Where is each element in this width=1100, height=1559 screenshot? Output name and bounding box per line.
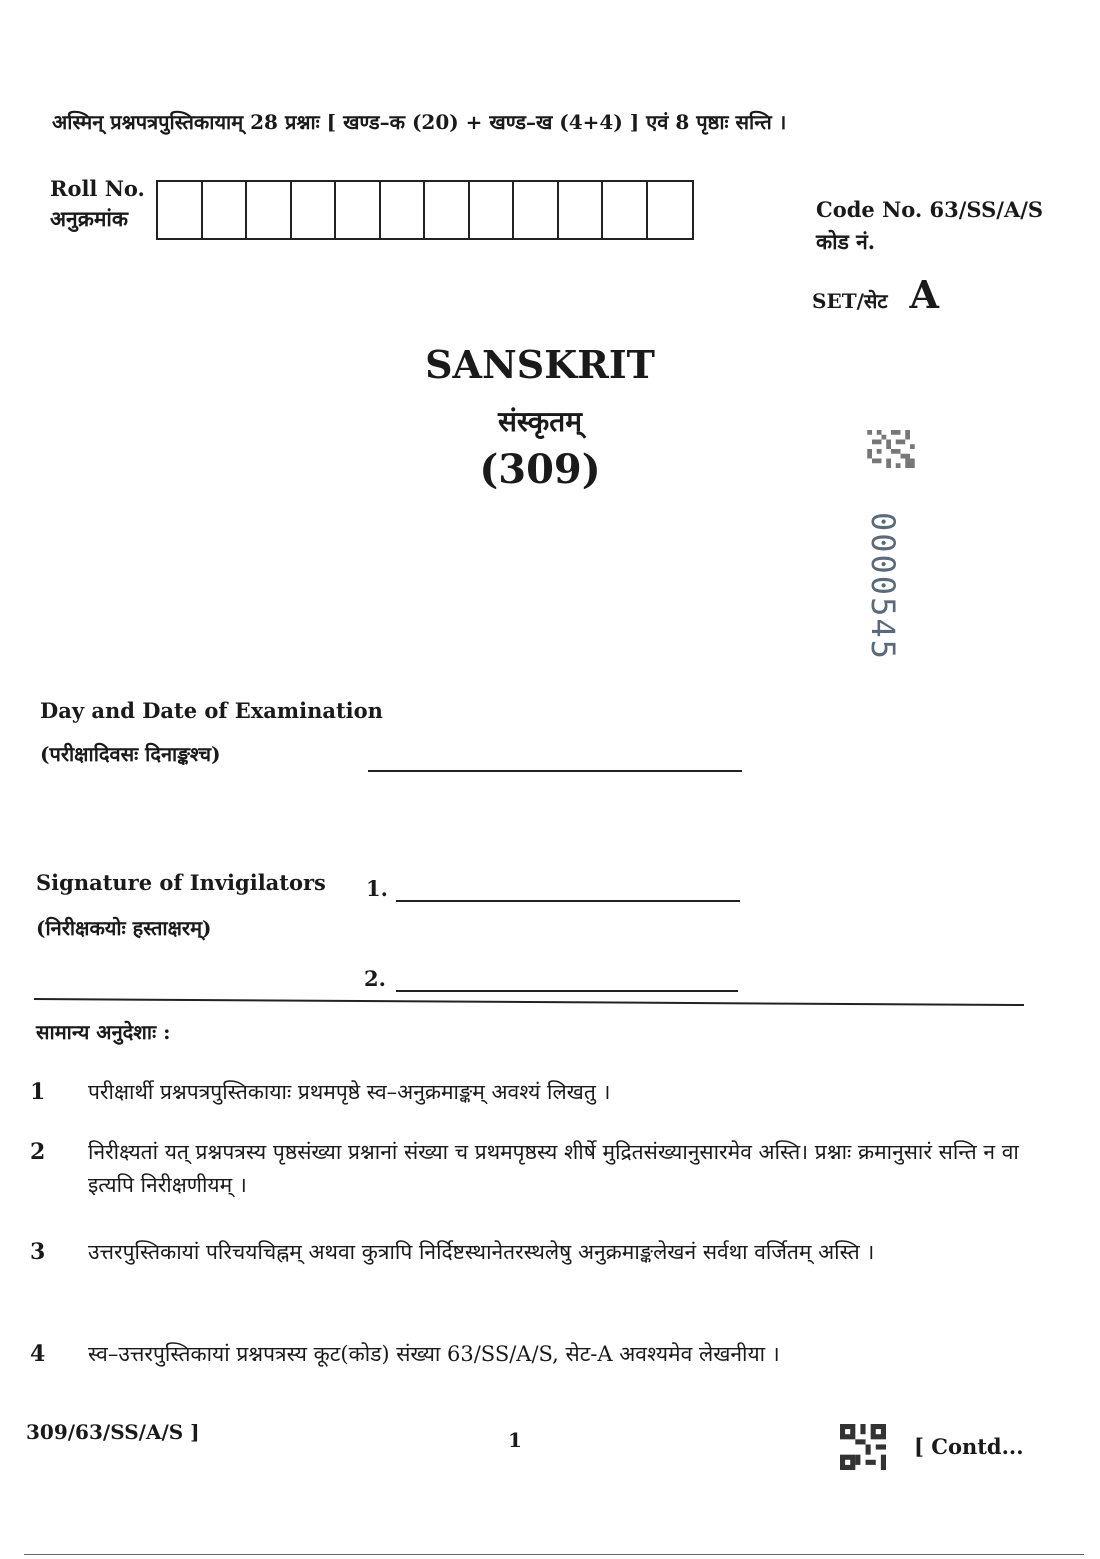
serial-number-text: 0000545 (864, 512, 902, 661)
qr-code-icon (840, 1424, 886, 1470)
signature-1-field[interactable] (396, 900, 740, 902)
signature-2-number: 2. (364, 966, 386, 991)
instruction-item (30, 1136, 1040, 1202)
roll-label-en: Roll No. (50, 176, 145, 201)
subject-code: (309) (479, 446, 601, 493)
continued-label: [ Contd... (914, 1434, 1024, 1459)
section-divider (34, 998, 1024, 1006)
set-label: SET/सेट (812, 289, 888, 313)
instructions-heading: सामान्य अनुदेशाः : (36, 1020, 171, 1044)
exam-date-label-hi: (परीक्षादिवसः दिनाङ्कश्च) (40, 742, 221, 766)
roll-label-hi: अनुक्रमांक (50, 206, 128, 231)
subject-title-hi: संस्कृतम् (497, 405, 583, 438)
instruction-item (30, 1236, 1040, 1269)
roll-digit-box[interactable] (648, 182, 693, 238)
page-header-info: अस्मिन् प्रश्नपत्रपुस्तिकायाम् 28 प्रश्नाः [ खण्ड–क (20) + खण्ड–ख (4+4) ] एवं 8 पृष्ठाः सन्ति । (52, 110, 787, 134)
roll-digit-box[interactable] (603, 182, 648, 238)
exam-date-field[interactable] (368, 770, 742, 772)
instruction-text: परीक्षार्थी प्रश्नपत्रपुस्तिकायाः प्रथमपृष्ठे स्व–अनुक्रमाङ्कम् अवश्यं लिखतु । (88, 1080, 611, 1104)
roll-number-label (50, 174, 145, 234)
roll-digit-box[interactable] (425, 182, 470, 238)
instruction-text: उत्तरपुस्तिकायां परिचयचिह्नम् अथवा कुत्रापि निर्दिष्टस्थानेतरस्थलेषु अनुक्रमाङ्कलेखनं सर्वथा वर्जितम् अस्ति । (88, 1240, 875, 1264)
roll-digit-box[interactable] (203, 182, 248, 238)
instruction-number: 1 (30, 1079, 46, 1105)
roll-digit-box[interactable] (158, 182, 203, 238)
invigilator-signature-label-hi: (निरीक्षकयोः हस्ताक्षरम्) (36, 916, 212, 940)
qr-code-icon (866, 430, 916, 468)
set-value: A (909, 272, 939, 317)
subject-title-en: SANSKRIT (425, 342, 655, 387)
signature-2-field[interactable] (396, 990, 738, 992)
paper-reference: 309/63/SS/A/S ] (26, 1420, 200, 1444)
set-indicator (812, 272, 939, 317)
code-number-block (816, 194, 1043, 258)
code-number-hi: कोड नं. (816, 229, 876, 254)
code-number: Code No. 63/SS/A/S (816, 197, 1044, 222)
page-number: 1 (508, 1428, 522, 1452)
roll-number-boxes[interactable] (156, 180, 694, 240)
instruction-text: स्व–उत्तरपुस्तिकायां प्रश्नपत्रस्य कूट(कोड) संख्या 63/SS/A/S, सेट-A अवश्यमेव लेखनीया । (88, 1342, 780, 1366)
roll-digit-box[interactable] (336, 182, 381, 238)
roll-digit-box[interactable] (292, 182, 337, 238)
instruction-number: 4 (30, 1341, 46, 1367)
signature-1-number: 1. (366, 876, 388, 901)
instruction-number: 2 (30, 1139, 46, 1165)
roll-digit-box[interactable] (559, 182, 604, 238)
roll-digit-box[interactable] (514, 182, 559, 238)
instruction-item (30, 1338, 1040, 1371)
roll-digit-box[interactable] (381, 182, 426, 238)
instruction-number: 3 (30, 1239, 46, 1265)
page-bottom-border (24, 1554, 1084, 1555)
serial-number (834, 512, 924, 661)
instruction-text: निरीक्ष्यतां यत् प्रश्नपत्रस्य पृष्ठसंख्या प्रश्नानां संख्या च प्रथमपृष्ठस्य शीर्षे मुद्रितसंख्यानुसारमेव अस्ति। प्रश्नाः क्रमानुसारं सन्ति न वा इत्यपि निरीक्षणीयम् । (88, 1140, 1019, 1197)
exam-date-label: Day and Date of Examination (40, 698, 383, 723)
roll-digit-box[interactable] (470, 182, 515, 238)
roll-digit-box[interactable] (247, 182, 292, 238)
invigilator-signature-label: Signature of Invigilators (36, 870, 326, 895)
instruction-item (30, 1076, 1040, 1109)
